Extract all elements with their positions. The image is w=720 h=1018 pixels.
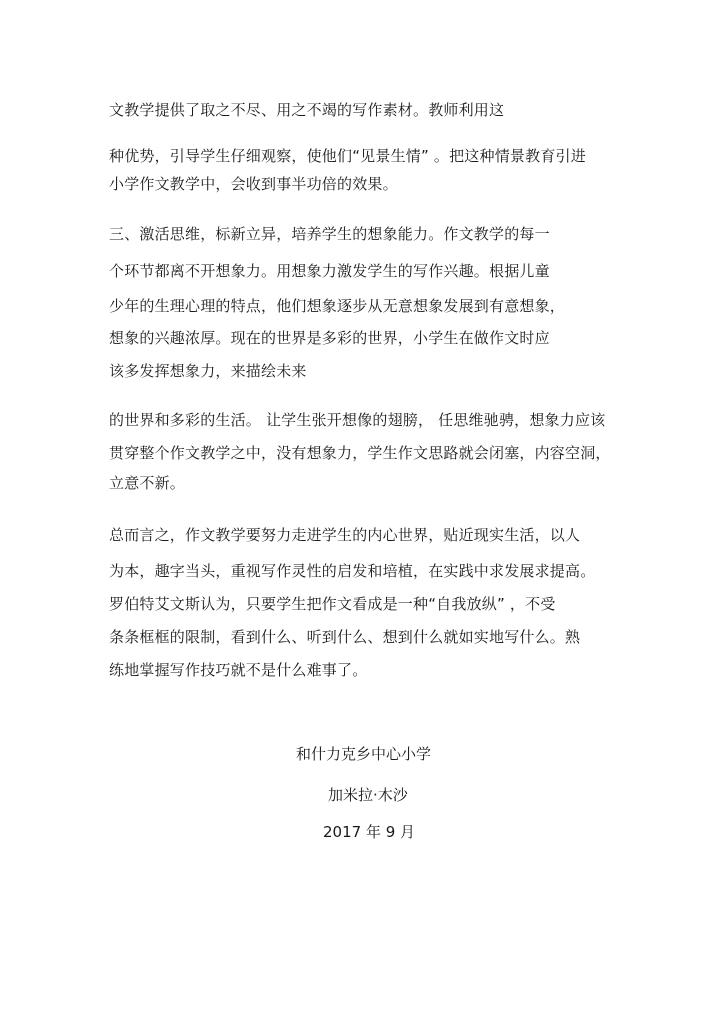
paragraph-3-line-1: 三、激活思维，标新立异，培养学生的想象能力。作文教学的每一 xyxy=(109,225,550,243)
paragraph-5-line-4: 条条框框的限制，看到什么、听到什么、想到什么就如实地写什么。熟 xyxy=(109,628,581,646)
paragraph-5-line-1: 总而言之，作文教学要努力走进学生的内心世界，贴近现实生活，以人 xyxy=(109,526,581,544)
paragraph-3-line-4: 想象的兴趣浓厚。现在的世界是多彩的世界，小学生在做作文时应 xyxy=(109,329,550,347)
paragraph-4-line-2: 贯穿整个作文教学之中，没有想象力，学生作文思路就会闭塞，内容空洞， xyxy=(109,444,611,462)
paragraph-4-line-1: 的世界和多彩的生活。 让学生张开想像的翅膀， 任思维驰骋，想象力应该 xyxy=(109,411,606,429)
paragraph-3-line-2: 个环节都离不开想象力。用想象力激发学生的写作兴趣。根据儿童 xyxy=(109,262,550,280)
paragraph-5-line-3: 罗伯特艾文斯认为，只要学生把作文看成是一种“自我放纵” ，不受 xyxy=(109,595,556,613)
paragraph-3-line-3: 少年的生理心理的特点，他们想象逐步从无意想象发展到有意想象， xyxy=(109,297,566,315)
paragraph-2-line-2: 小学作文教学中，会收到事半功倍的效果。 xyxy=(109,175,398,193)
paragraph-1-line-1: 文教学提供了取之不尽、用之不竭的写作素材。教师利用这 xyxy=(109,101,505,119)
signature-author: 加米拉·木沙 xyxy=(328,786,408,804)
paragraph-5-line-2: 为本，趣字当头，重视写作灵性的启发和培植，在实践中求发展求提高。 xyxy=(109,562,596,580)
paragraph-2-line-1: 种优势，引导学生仔细观察，使他们“见景生情” 。把这种情景教育引进 xyxy=(109,147,586,165)
paragraph-5-line-5: 练地掌握写作技巧就不是什么难事了。 xyxy=(109,661,368,679)
paragraph-4-line-3: 立意不新。 xyxy=(109,474,186,492)
signature-school: 和什力克乡中心小学 xyxy=(296,745,432,763)
signature-date: 2017 年 9 月 xyxy=(323,823,416,841)
paragraph-3-line-5: 该多发挥想象力，来描绘未来 xyxy=(109,362,307,380)
